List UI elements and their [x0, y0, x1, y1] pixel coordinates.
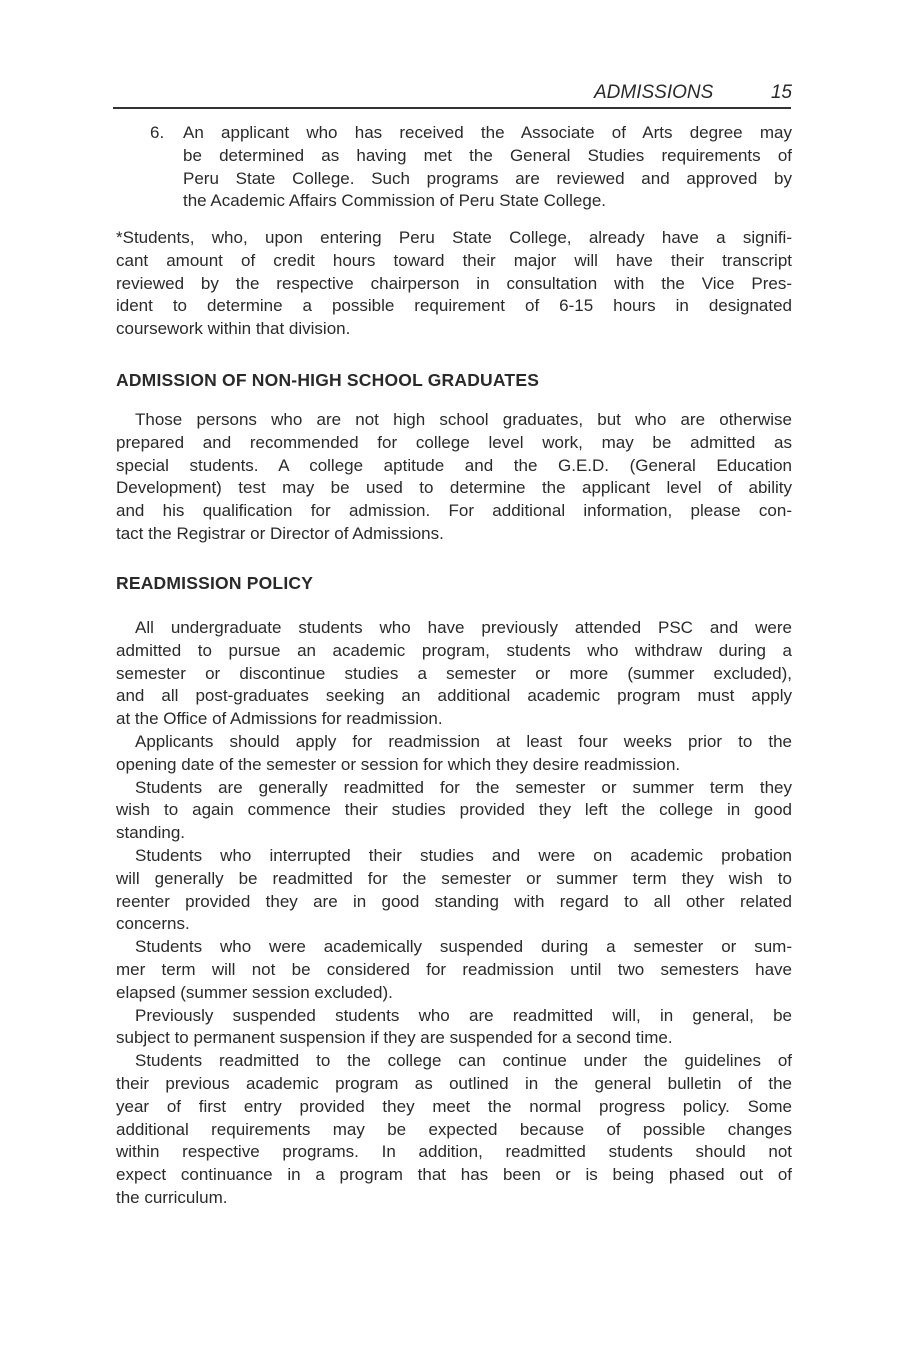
section-title: ADMISSIONS: [594, 82, 714, 103]
paragraph: [116, 1005, 792, 1051]
text-line: and all post-graduates seeking an additional academic program must apply: [116, 686, 792, 706]
text-line: and his qualification for admission. For additional information, please con-: [116, 501, 792, 521]
text-line: within respective programs. In addition, readmitted students should not: [116, 1142, 792, 1162]
heading-readmission-policy: READMISSION POLICY: [116, 573, 314, 593]
list-item-6: [150, 122, 792, 213]
text-line: tact the Registrar or Director of Admissions.: [116, 523, 444, 543]
text-line: their previous academic program as outlined in the general bulletin of the: [116, 1073, 792, 1093]
text-line: Peru State College. Such programs are reviewed and approved by: [183, 168, 792, 188]
non-high-school-paragraph: [116, 409, 792, 546]
text-line: additional requirements may be expected because of possible changes: [116, 1119, 792, 1139]
paragraph: [116, 777, 792, 845]
text-line: standing.: [116, 823, 185, 843]
text-line: cant amount of credit hours toward their major will have their transcript: [116, 250, 792, 270]
text-line: All undergraduate students who have previously attended PSC and were: [135, 618, 792, 637]
text-line: Those persons who are not high school graduates, but who are otherwise: [135, 410, 792, 429]
text-line: prepared and recommended for college level work, may be admitted as: [116, 432, 792, 452]
text-line: Applicants should apply for readmission at least four weeks prior to the: [135, 731, 792, 751]
text-line: concerns.: [116, 914, 190, 934]
paragraph: [116, 1050, 792, 1210]
text-line: be determined as having met the General Studies requirements of: [183, 145, 792, 165]
text-line: Students who interrupted their studies and were on academic probation: [135, 845, 792, 865]
heading-non-high-school: ADMISSION OF NON-HIGH SCHOOL GRADUATES: [116, 370, 540, 390]
text-line: subject to permanent suspension if they are suspended for a second time.: [116, 1028, 673, 1048]
running-header: [560, 82, 792, 108]
text-line: Students are generally readmitted for the semester or summer term they: [135, 777, 792, 797]
paragraph: [116, 936, 792, 1004]
footnote: [116, 227, 792, 341]
text-line: *Students, who, upon entering Peru State College, already have a signifi-: [116, 228, 792, 247]
text-line: at the Office of Admissions for readmission.: [116, 709, 443, 729]
list-number: 6.: [150, 123, 165, 142]
paragraph: [116, 731, 792, 777]
text-line: year of first entry provided they meet the normal progress policy. Some: [116, 1096, 792, 1116]
text-line: semester or discontinue studies a semester or more (summer excluded),: [116, 663, 792, 683]
text-line: Students who were academically suspended during a semester or sum-: [135, 937, 792, 957]
paragraph: [116, 617, 792, 731]
text-line: the curriculum.: [116, 1187, 228, 1207]
text-line: opening date of the semester or session for which they desire readmission.: [116, 754, 681, 774]
text-line: reenter provided they are in good standing with regard to all other related: [116, 891, 792, 911]
text-line: ident to determine a possible requirement of 6-15 hours in designated: [116, 296, 792, 316]
text-line: admitted to pursue an academic program, students who withdraw during a: [116, 640, 792, 660]
text-line: Previously suspended students who are readmitted will, in general, be: [135, 1005, 792, 1025]
text-line: Students readmitted to the college can continue under the guidelines of: [135, 1051, 792, 1071]
text-line: expect continuance in a program that has been or is being phased out of: [116, 1165, 792, 1185]
header-rule: [113, 107, 791, 109]
text-line: wish to again commence their studies provided they left the college in good: [116, 800, 792, 820]
text-line: reviewed by the respective chairperson in consultation with the Vice Pres-: [116, 273, 792, 293]
text-line: Development) test may be used to determine the applicant level of ability: [116, 478, 792, 498]
text-line: An applicant who has received the Associate of Arts degree may: [183, 123, 792, 142]
text-line: will generally be readmitted for the semester or summer term they wish to: [116, 868, 792, 888]
text-line: coursework within that division.: [116, 319, 351, 339]
text-line: mer term will not be considered for readmission until two semesters have: [116, 959, 792, 979]
paragraph: [116, 845, 792, 936]
text-line: special students. A college aptitude and the G.E.D. (General Education: [116, 455, 792, 475]
page-number: 15: [770, 82, 792, 103]
readmission-body: [116, 617, 792, 1210]
text-line: elapsed (summer session excluded).: [116, 982, 393, 1002]
text-line: the Academic Affairs Commission of Peru State College.: [183, 191, 606, 211]
